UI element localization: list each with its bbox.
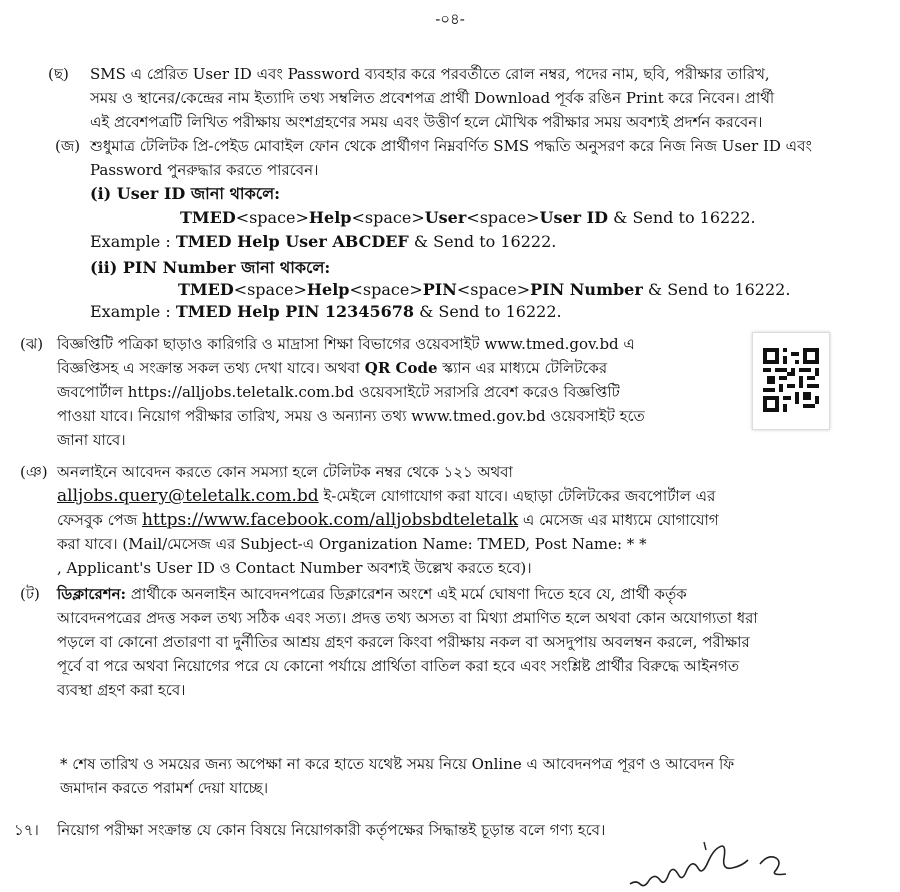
item-ta-line-3: পড়লে বা কোনো প্রতারণা বা দুর্নীতির আশ্রয় গ্রহণ করলে কিংবা পরীক্ষায় নকল বা অসদুপায় অবলম্বন করলে, পরীক্ষার — [57, 633, 750, 651]
pin-format-pin-number: PIN Number — [530, 280, 643, 299]
user-id-example — [90, 230, 556, 254]
pin-format-tmed: TMED — [178, 280, 234, 299]
user-id-example-sms: TMED Help User ABCDEF — [175, 232, 409, 251]
facebook-page-link[interactable]: https://www.facebook.com/alljobsbdteletalk — [142, 510, 519, 530]
deadline-note-line-2: জমাদান করতে পরামর্শ দেয়া যাচ্ছে। — [60, 779, 269, 797]
user-id-format-space-3: <space> — [466, 208, 540, 227]
item-cha-marker: (ছ) — [48, 65, 69, 83]
item-cha — [90, 62, 870, 134]
deadline-note — [60, 752, 870, 800]
item-jha-marker: (ঝ) — [20, 335, 44, 353]
item-jha-line-1: বিজ্ঞপ্তিটি পত্রিকা ছাড়াও কারিগরি ও মাদ্রাসা শিক্ষা বিভাগের ওয়েবসাইট www.tmed.gov.bd এ — [57, 335, 635, 353]
item-ta-line-2: আবেদনপত্রের প্রদত্ত সকল তথ্য সঠিক এবং সত্য। প্রদত্ত তথ্য অসত্য বা মিথ্যা প্রমাণিত হলে অথবা কোন অযোগ্যতা ধরা — [57, 609, 758, 627]
clause-17-number: ১৭। — [14, 821, 39, 839]
item-ta-line-1-tail: প্রার্থীকে অনলাইন আবেদনপত্রের ডিক্লারেশন অংশে এই মর্মে ঘোষণা দিতে হবে যে, প্রার্থী কর্তৃক — [126, 585, 687, 603]
item-jha-line-2-a: বিজ্ঞপ্তিসহ এ সংক্রান্ত সকল তথ্য দেখা যাবে। অথবা — [57, 359, 365, 377]
item-nya-line-3 — [57, 508, 867, 532]
item-nya-line-5: , Applicant's User ID ও Contact Number অবশ্যই উল্লেখ করতে হবে)। — [57, 559, 532, 577]
clause-17-text: নিয়োগ পরীক্ষা সংক্রান্ত যে কোন বিষয়ে নিয়োগকারী কর্তৃপক্ষের সিদ্ধান্তই চূড়ান্ত বলে গণ্য হবে। — [57, 821, 606, 839]
declaration-label: ডিক্লারেশন: — [57, 585, 127, 603]
user-id-format-space-1: <space> — [235, 208, 309, 227]
user-id-heading: (i) User ID জানা থাকলে: — [90, 184, 281, 203]
pin-format — [178, 278, 790, 302]
pin-example-sms: TMED Help PIN 12345678 — [175, 302, 414, 321]
item-ta — [57, 582, 867, 702]
user-id-format-space-2: <space> — [351, 208, 425, 227]
item-ta-line-4: পূর্বে বা পরে অথবা নিয়োগের পরে যে কোনো পর্যায়ে প্রার্থিতা বাতিল করা হবে এবং সংশ্লিষ্ট প্রার্থীর বিরুদ্ধে আইনগত — [57, 657, 740, 675]
user-id-format-userid: User ID — [539, 208, 609, 227]
item-ta-line-1 — [57, 582, 867, 606]
pin-example-label: Example : — [90, 302, 176, 321]
support-email-link[interactable]: alljobs.query@teletalk.com.bd — [57, 486, 319, 506]
qr-code-icon[interactable] — [752, 332, 830, 430]
item-nya-line-1: অনলাইনে আবেদন করতে কোন সমস্যা হলে টেলিটক নম্বর থেকে ১২১ অথবা — [57, 463, 513, 481]
item-nya — [57, 460, 867, 580]
item-ja-line-1: শুধুমাত্র টেলিটক প্রি-পেইড মোবাইল ফোন থেকে প্রার্থীগণ নিম্নবর্ণিত SMS পদ্ধতি অনুসরণ করে নিজ নিজ User ID এবং — [90, 137, 812, 155]
pin-format-tail: & Send to 16222. — [642, 280, 791, 299]
item-nya-marker: (ঞ) — [20, 463, 48, 481]
item-jha — [57, 332, 737, 452]
pin-format-space-1: <space> — [233, 280, 307, 299]
user-id-format-tmed: TMED — [180, 208, 236, 227]
item-nya-line-2-tail: ই-মেইলে যোগাযোগ করা যাবে। এছাড়া টেলিটকের জবপোর্টাল এর — [318, 487, 716, 505]
item-ja — [90, 134, 870, 182]
item-cha-line-1: SMS এ প্রেরিত User ID এবং Password ব্যবহার করে পরবর্তীতে রোল নম্বর, পদের নাম, ছবি, পরীক্ষার তারিখ, — [90, 65, 770, 83]
item-ja-line-2: Password পুনরুদ্ধার করতে পারবেন। — [90, 161, 319, 179]
item-ta-marker: (ট) — [20, 585, 40, 603]
page-number: -০৪- — [435, 10, 465, 28]
item-jha-line-4: পাওয়া যাবে। নিয়োগ পরীক্ষার তারিখ, সময় ও অন্যান্য তথ্য www.tmed.gov.bd ওয়েবসাইট হতে — [57, 407, 645, 425]
item-jha-line-5: জানা যাবে। — [57, 431, 126, 449]
pin-format-pin: PIN — [422, 280, 457, 299]
qr-code-text: QR Code — [364, 359, 438, 377]
pin-format-space-3: <space> — [456, 280, 531, 299]
item-nya-line-4: করা যাবে। (Mail/মেসেজ এর Subject-এ Organization Name: TMED, Post Name: * * — [57, 535, 647, 553]
user-id-example-label: Example : — [90, 232, 176, 251]
pin-heading: (ii) PIN Number জানা থাকলে: — [90, 258, 331, 277]
deadline-note-line-1: * শেষ তারিখ ও সময়ের জন্য অপেক্ষা না করে হাতে যথেষ্ট সময় নিয়ে Online এ আবেদনপত্র পূরণ ও আবেদন ফি — [60, 755, 735, 773]
signature-icon — [610, 838, 830, 892]
user-id-format — [180, 206, 756, 230]
item-cha-line-2: সময় ও স্থানের/কেন্দ্রের নাম ইত্যাদি তথ্য সম্বলিত প্রবেশপত্র প্রার্থী Download পূর্বক রঙিন Print করে নিবেন। প্রার্থী — [90, 89, 775, 107]
pin-format-help: Help — [306, 280, 350, 299]
pin-example — [90, 300, 562, 324]
item-ja-marker: (জ) — [55, 137, 81, 155]
pin-format-space-2: <space> — [349, 280, 423, 299]
item-nya-line-2 — [57, 484, 867, 508]
item-jha-line-3: জবপোর্টাল https://alljobs.teletalk.com.bd ওয়েবসাইটে সরাসরি প্রবেশ করেও বিজ্ঞপ্তিটি — [57, 383, 620, 401]
item-jha-line-2-b: স্ক্যান এর মাধ্যমে টেলিটকের — [437, 359, 608, 377]
user-id-format-tail: & Send to 16222. — [608, 208, 756, 227]
item-cha-line-3: এই প্রবেশপত্রটি লিখিত পরীক্ষায় অংশগ্রহণের সময় এবং উত্তীর্ণ হলে মৌখিক পরীক্ষার সময় অবশ্যই প্রদর্শন করবেন। — [90, 113, 763, 131]
item-nya-line-3-b: এ মেসেজ এর মাধ্যমে যোগাযোগ — [518, 511, 719, 529]
pin-example-tail: & Send to 16222. — [413, 302, 562, 321]
item-ta-line-5: ব্যবস্থা গ্রহণ করা হবে। — [57, 681, 186, 699]
item-jha-line-2 — [57, 356, 737, 380]
user-id-format-user: User — [424, 208, 467, 227]
item-nya-line-3-a: ফেসবুক পেজ — [57, 511, 143, 529]
user-id-example-tail: & Send to 16222. — [408, 232, 557, 251]
user-id-format-help: Help — [308, 208, 352, 227]
